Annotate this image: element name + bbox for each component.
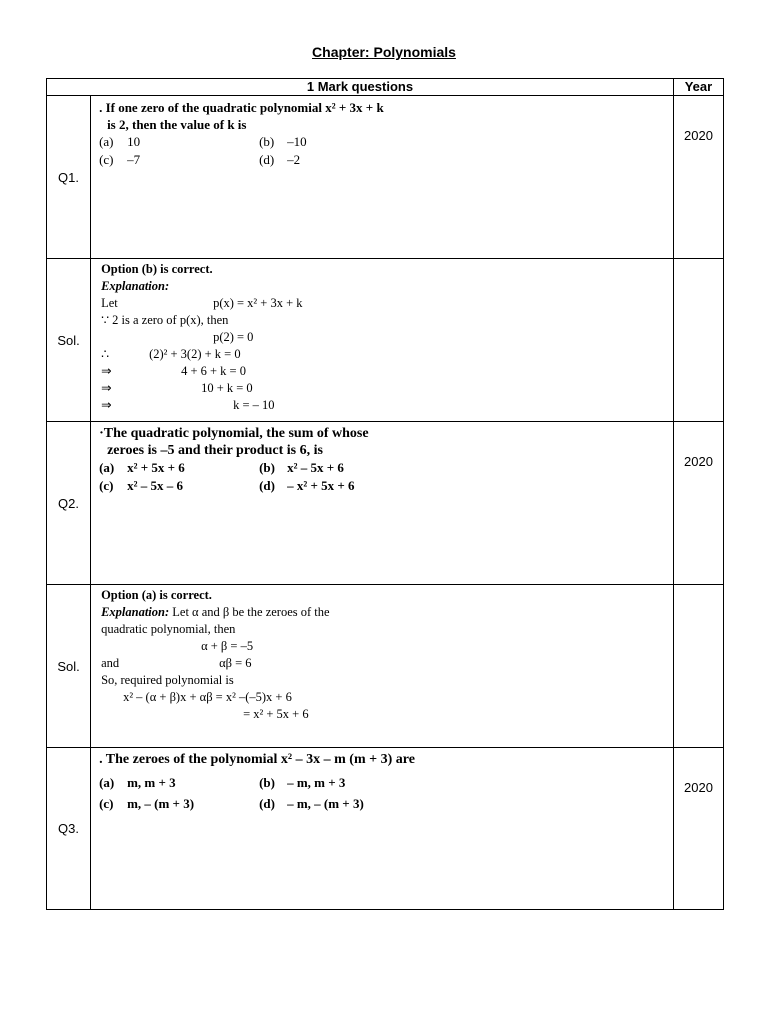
question-content: [91, 422, 674, 585]
questions-table: [46, 78, 724, 910]
solution-content: [91, 259, 674, 422]
year-cell: [673, 259, 723, 422]
options: [91, 772, 673, 814]
option-a: (a) x² + 5x + 6: [99, 460, 185, 475]
row-label: Q3.: [47, 748, 91, 910]
year-cell: [673, 585, 723, 748]
option-a: (a) 10: [99, 134, 141, 149]
chapter-title: Chapter: Polynomials: [312, 44, 456, 60]
option-d: (d) – m, – (m + 3): [259, 796, 364, 811]
solution-row-1: [47, 259, 724, 422]
row-label: Sol.: [47, 259, 91, 422]
solution-text: Option (b) is correct. Explanation: Let p(x) = x² + 3x + k ∵ 2 is a zero of p(x), then p(2) = 0 ∴ (2)² + 3(2) + k = 0 ⇒ 4 + 6 + k = 0 ⇒ 10 + k = 0 ⇒ k = – 10: [101, 262, 303, 412]
option-b: (b) –10: [259, 134, 307, 149]
row-label: Q2.: [47, 422, 91, 585]
header-mark-questions: 1 Mark questions: [47, 79, 674, 96]
question-row-q2: [47, 422, 724, 585]
option-a: (a) m, m + 3: [99, 775, 176, 790]
year-cell: 2020: [673, 422, 723, 585]
year-cell: 2020: [673, 748, 723, 910]
solution-content: [91, 585, 674, 748]
question-text: ·The quadratic polynomial, the sum of whose zeroes is –5 and their product is 6, is: [99, 426, 369, 458]
option-d: (d) –2: [259, 152, 301, 167]
option-c: (c) x² – 5x – 6: [99, 478, 183, 493]
solution-text: Option (a) is correct. Explanation: Let α and β be the zeroes of the quadratic polynomial, then α + β = –5 and αβ = 6 So, required polynomial is x² – (α + β)x + αβ = x² –(–5)x + 6 = x² + 5x + 6: [101, 588, 330, 721]
row-label: Q1.: [47, 96, 91, 259]
option-c: (c) –7: [99, 152, 141, 167]
option-d: (d) – x² + 5x + 6: [259, 478, 355, 493]
header-row: [47, 79, 724, 96]
options: [91, 133, 673, 169]
question-row-q3: [47, 748, 724, 910]
options: [91, 459, 673, 495]
question-content: [91, 96, 674, 259]
question-row-q1: [47, 96, 724, 259]
option-b: (b) x² – 5x + 6: [259, 460, 344, 475]
question-content: [91, 748, 674, 910]
year-cell: 2020: [673, 96, 723, 259]
option-c: (c) m, – (m + 3): [99, 796, 195, 811]
option-b: (b) – m, m + 3: [259, 775, 346, 790]
header-year: Year: [673, 79, 723, 96]
question-text: . If one zero of the quadratic polynomial x² + 3x + k is 2, then the value of k is: [99, 100, 384, 132]
question-text: . The zeroes of the polynomial x² – 3x – m (m + 3) are: [99, 752, 415, 767]
row-label: Sol.: [47, 585, 91, 748]
solution-row-2: [47, 585, 724, 748]
